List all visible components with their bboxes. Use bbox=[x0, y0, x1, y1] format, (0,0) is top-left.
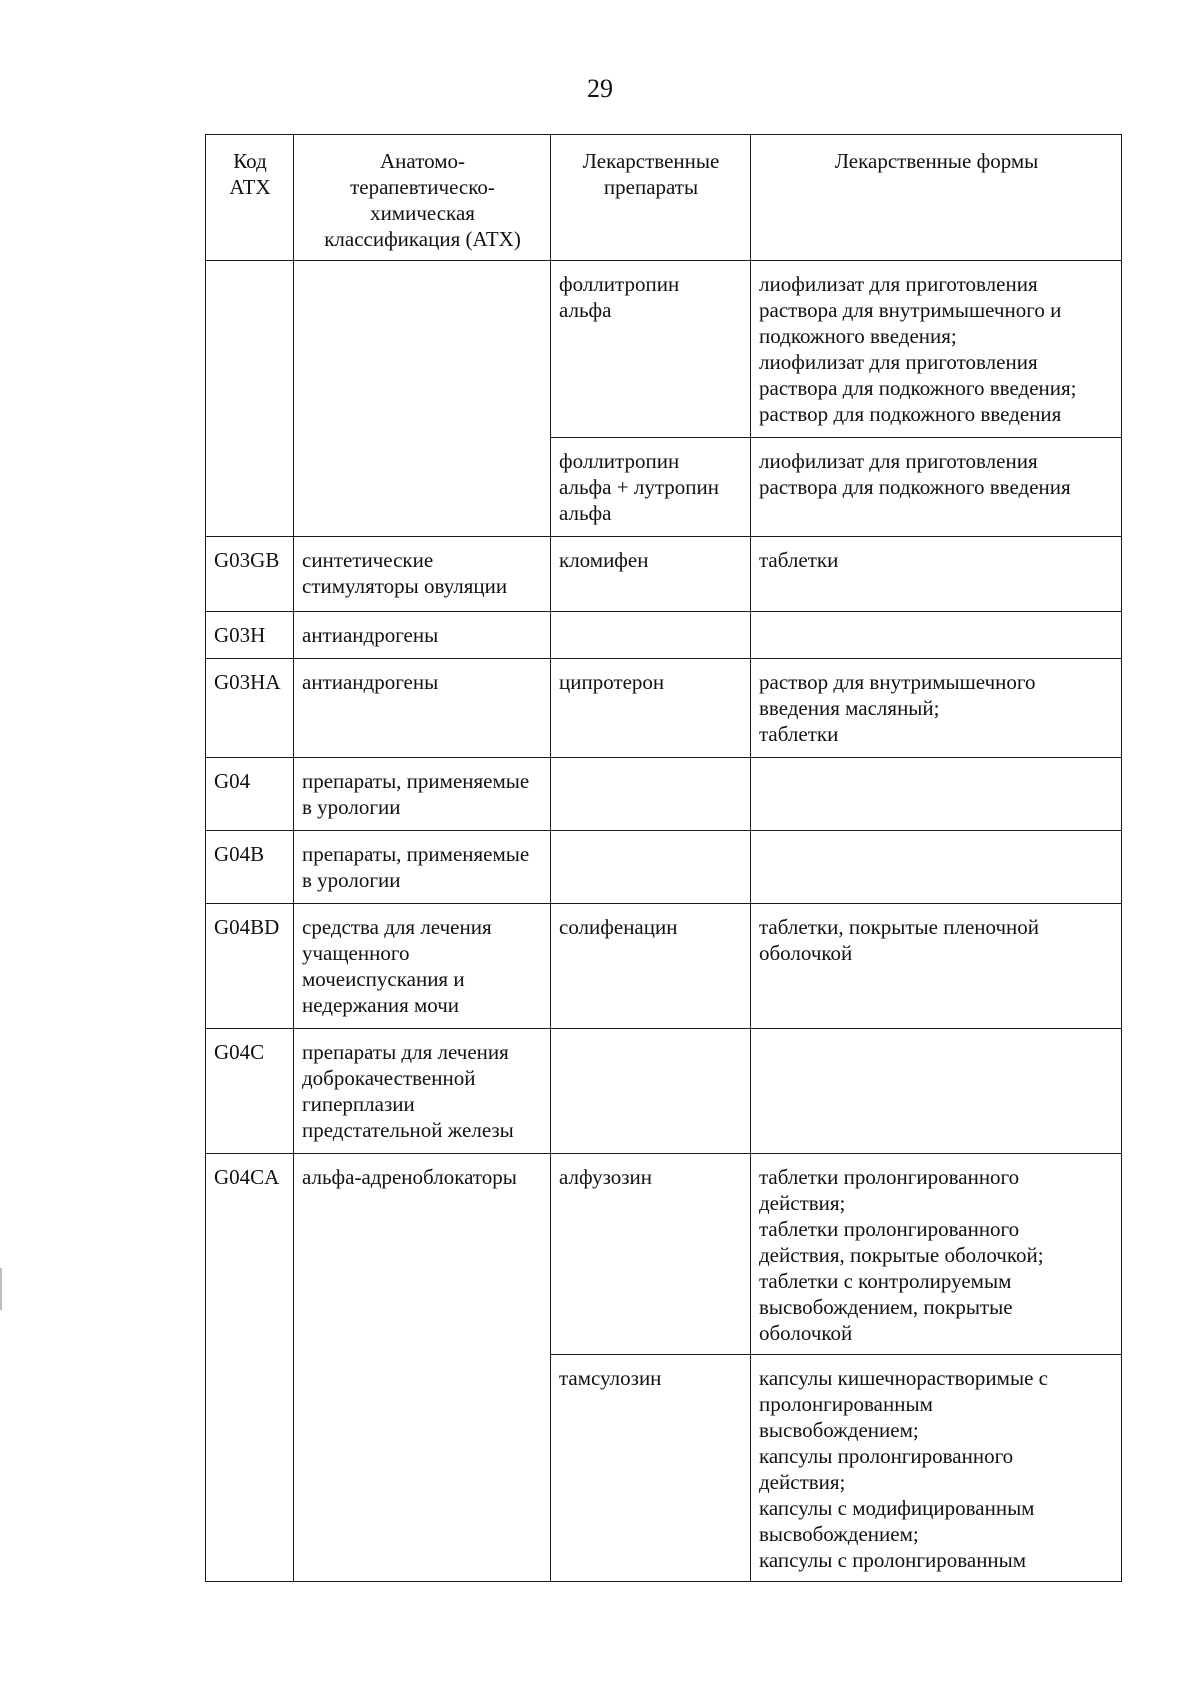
drug-cell bbox=[551, 612, 751, 659]
code-cell: G03H bbox=[206, 612, 294, 659]
code-cell: G03HA bbox=[206, 659, 294, 758]
class-cell-empty bbox=[294, 261, 551, 537]
forms-cell: раствор для внутримышечного введения масляный; таблетки bbox=[751, 659, 1122, 758]
drug-cell: солифенацин bbox=[551, 904, 751, 1029]
table-row bbox=[206, 1029, 1122, 1154]
class-cell: синтетические стимуляторы овуляции bbox=[294, 537, 551, 612]
class-cell: антиандрогены bbox=[294, 612, 551, 659]
code-cell-empty bbox=[206, 261, 294, 537]
code-cell: G04 bbox=[206, 758, 294, 831]
code-cell: G04BD bbox=[206, 904, 294, 1029]
drug-cell: ципротерон bbox=[551, 659, 751, 758]
code-cell: G04C bbox=[206, 1029, 294, 1154]
header-code: Код АТХ bbox=[206, 135, 294, 261]
drug-cell bbox=[551, 758, 751, 831]
forms-cell: таблетки, покрытые пленочной оболочкой bbox=[751, 904, 1122, 1029]
drug-cell: кломифен bbox=[551, 537, 751, 612]
table-row bbox=[206, 1154, 1122, 1355]
atc-table bbox=[205, 134, 1122, 1582]
drug-cell bbox=[551, 1029, 751, 1154]
margin-mark bbox=[0, 1268, 2, 1310]
forms-cell bbox=[751, 1029, 1122, 1154]
header-row bbox=[206, 135, 1122, 261]
header-classification: Анатомо- терапевтическо- химическая классификация (АТХ) bbox=[294, 135, 551, 261]
drug-cell: алфузозин bbox=[551, 1154, 751, 1355]
drug-cell: фоллитропин альфа bbox=[551, 261, 751, 438]
forms-cell bbox=[751, 831, 1122, 904]
forms-cell: капсулы кишечнорастворимые с пролонгированным высвобождением; капсулы пролонгированного действия; капсулы с модифицированным высвобождением; капсулы с пролонгированным bbox=[751, 1355, 1122, 1582]
class-cell: средства для лечения учащенного мочеиспускания и недержания мочи bbox=[294, 904, 551, 1029]
header-forms: Лекарственные формы bbox=[751, 135, 1122, 261]
class-cell: антиандрогены bbox=[294, 659, 551, 758]
table-body bbox=[206, 261, 1122, 1582]
class-cell: препараты для лечения доброкачественной гиперплазии предстательной железы bbox=[294, 1029, 551, 1154]
table-row bbox=[206, 612, 1122, 659]
forms-cell: таблетки пролонгированного действия; таблетки пролонгированного действия, покрытые оболочкой; таблетки с контролируемым высвобождением, покрытые оболочкой bbox=[751, 1154, 1122, 1355]
table-row bbox=[206, 831, 1122, 904]
drug-cell: фоллитропин альфа + лутропин альфа bbox=[551, 438, 751, 537]
table-header bbox=[206, 135, 1122, 261]
class-cell: препараты, применяемые в урологии bbox=[294, 758, 551, 831]
code-cell: G03GB bbox=[206, 537, 294, 612]
table-row bbox=[206, 758, 1122, 831]
forms-cell: таблетки bbox=[751, 537, 1122, 612]
class-cell: препараты, применяемые в урологии bbox=[294, 831, 551, 904]
code-cell: G04CA bbox=[206, 1154, 294, 1582]
page-number: 29 bbox=[587, 74, 613, 103]
forms-cell bbox=[751, 758, 1122, 831]
forms-cell: лиофилизат для приготовления раствора для внутримышечного и подкожного введения; лиофилизат для приготовления раствора для подкожного введения; раствор для подкожного введения bbox=[751, 261, 1122, 438]
table-row bbox=[206, 659, 1122, 758]
forms-cell: лиофилизат для приготовления раствора для подкожного введения bbox=[751, 438, 1122, 537]
table-row bbox=[206, 537, 1122, 612]
class-cell: альфа-адреноблокаторы bbox=[294, 1154, 551, 1582]
table-row bbox=[206, 261, 1122, 438]
table-row bbox=[206, 904, 1122, 1029]
code-cell: G04B bbox=[206, 831, 294, 904]
forms-cell bbox=[751, 612, 1122, 659]
drug-cell: тамсулозин bbox=[551, 1355, 751, 1582]
header-drugs: Лекарственные препараты bbox=[551, 135, 751, 261]
drug-cell bbox=[551, 831, 751, 904]
